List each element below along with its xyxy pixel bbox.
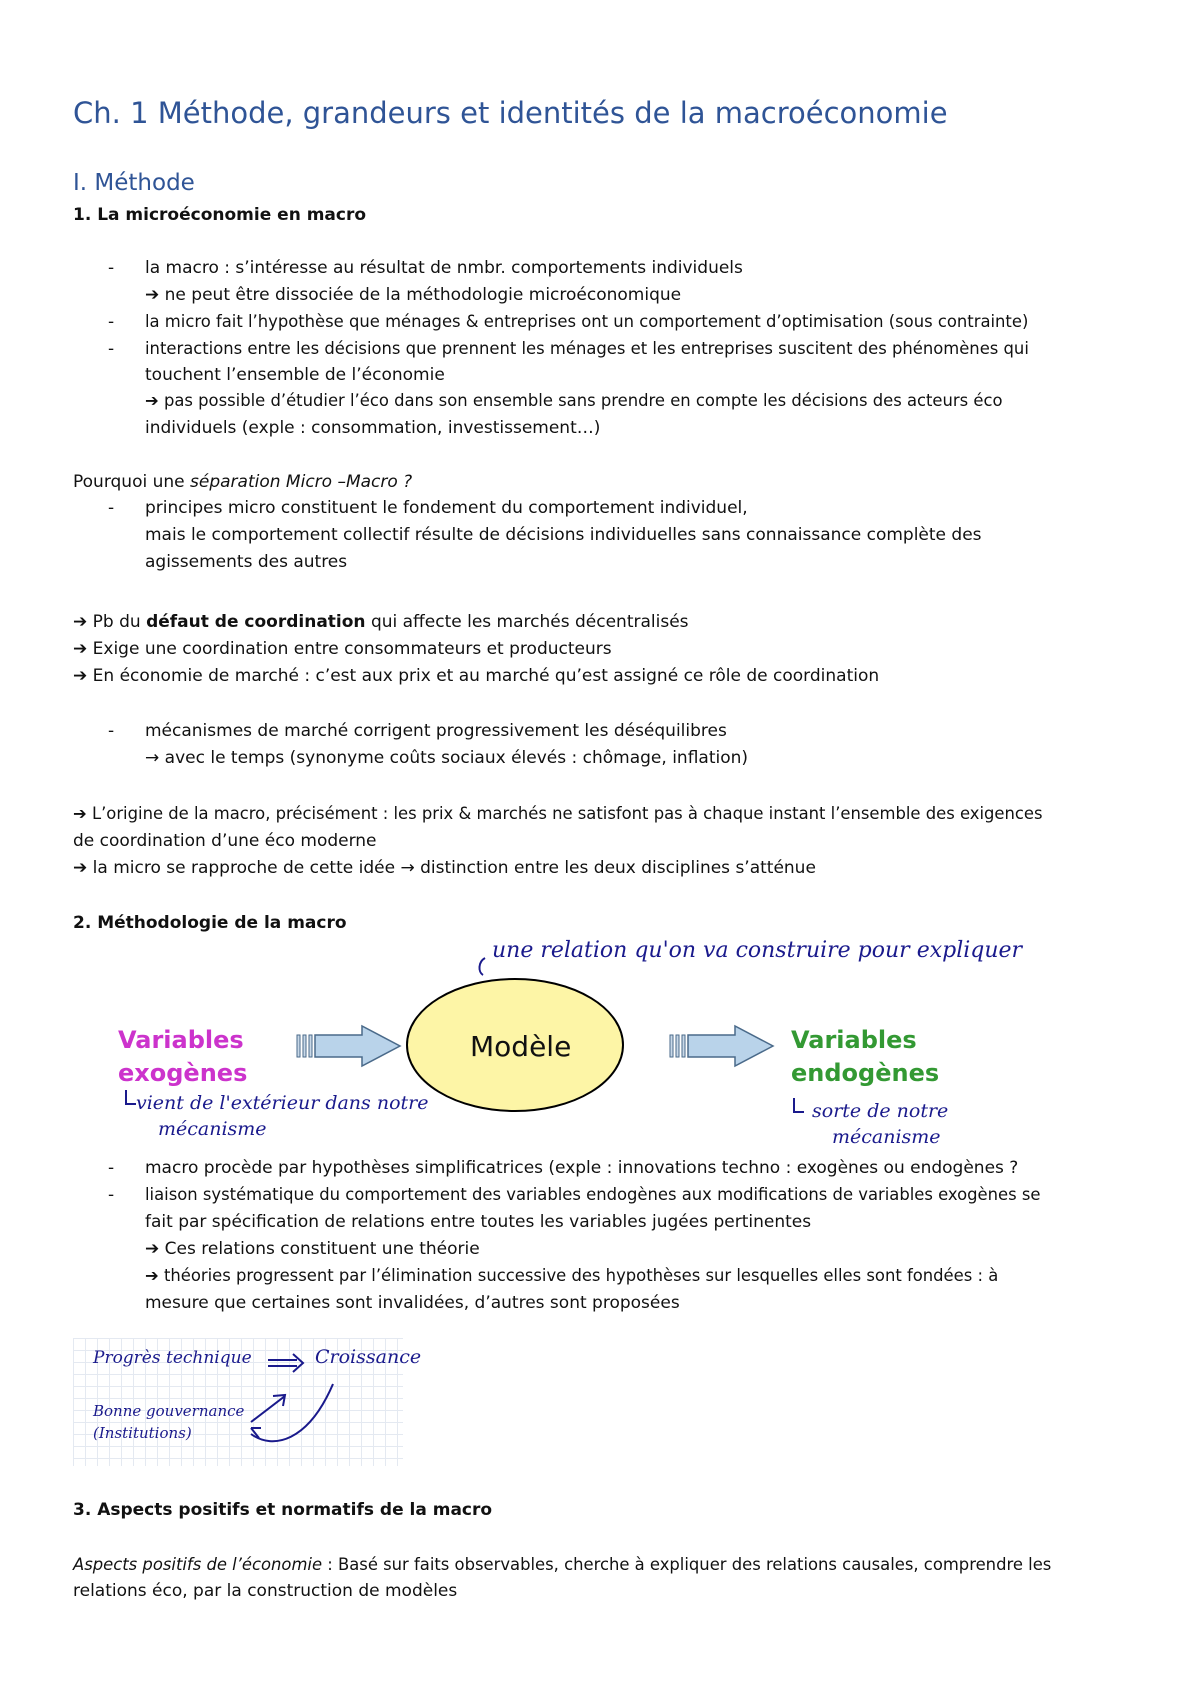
endogenous-note: sorte de notre mécanisme (812, 1100, 949, 1148)
bullet-text: agissements des autres (145, 552, 348, 572)
arrow-line: ➔ L’origine de la macro, précisément : les prix & marchés ne satisfont pas à chaque instant l’ensemble des exigences (73, 804, 1043, 823)
page-title: Ch. 1 Méthode, grandeurs et identités de la macroéconomie (73, 96, 948, 130)
subsection-heading: 1. La microéconomie en macro (73, 205, 367, 225)
bullet-dash: - (108, 1185, 115, 1205)
arrow-icon: ➔ (73, 639, 88, 659)
bullet-dash: - (108, 498, 115, 518)
section-heading: I. Méthode (73, 170, 195, 196)
bullet-text: principes micro constituent le fondement du comportement individuel, (145, 498, 748, 518)
arrow-line: ➔ pas possible d’étudier l’éco dans son ensemble sans prendre en compte les décisions des acteurs éco (145, 391, 1003, 410)
arrow-icon: ➔ (145, 285, 160, 305)
arrow-line: ➔ Pb du défaut de coordination qui affecte les marchés décentralisés (73, 612, 689, 632)
arrow-icon: → (145, 748, 160, 768)
sketch-arrows (73, 1338, 403, 1466)
arrow-icon: ➔ (145, 391, 159, 410)
sketch-technical-progress: Progrès technique (93, 1348, 252, 1368)
arrow-line: → avec le temps (synonyme coûts sociaux élevés : chômage, inflation) (145, 748, 749, 768)
arrow-icon: ➔ (73, 612, 88, 632)
bullet-text: la macro : s’intéresse au résultat de nmbr. comportements individuels (145, 258, 743, 278)
arrow-right-icon (297, 1026, 400, 1066)
arrow-line: ➔ la micro se rapproche de cette idée → distinction entre les deux disciplines s’atténue (73, 858, 816, 878)
bullet-text: mesure que certaines sont invalidées, d’autres sont proposées (145, 1293, 680, 1313)
handwritten-sketch (73, 1338, 422, 1466)
bullet-dash: - (108, 258, 115, 278)
arrow-line: ➔ théories progressent par l’élimination successive des hypothèses sur lesquelles elles sont fondées : à (145, 1266, 999, 1285)
paragraph-line: Aspects positifs de l’économie : Basé sur faits observables, cherche à expliquer des relations causales, comprendre les (73, 1555, 1052, 1574)
arrow-icon: ➔ (73, 858, 88, 878)
bullet-text: individuels (exple : consommation, investissement…) (145, 418, 601, 438)
model-label: Modèle (470, 1030, 572, 1063)
bullet-text: touchent l’ensemble de l’économie (145, 365, 445, 385)
bullet-text: interactions entre les décisions que prennent les ménages et les entreprises suscitent des phénomènes qui (145, 339, 1029, 358)
bullet-text: macro procède par hypothèses simplificatrices (exple : innovations techno : exogènes ou endogènes ? (145, 1158, 1019, 1178)
arrow-line: ➔ Exige une coordination entre consommateurs et producteurs (73, 639, 612, 659)
question-line: Pourquoi une séparation Micro –Macro ? (73, 472, 413, 492)
endogenous-label: Variables endogènes (791, 1026, 940, 1087)
subsection-heading: 3. Aspects positifs et normatifs de la macro (73, 1500, 493, 1520)
exogenous-label: Variables exogènes (118, 1026, 248, 1087)
paragraph-line: de coordination d’une éco moderne (73, 831, 377, 851)
bullet-text: mais le comportement collectif résulte de décisions individuelles sans connaissance complète des (145, 525, 982, 545)
bullet-dash: - (108, 1158, 115, 1178)
bullet-text: la micro fait l’hypothèse que ménages & entreprises ont un comportement d’optimisation (sous contrainte) (145, 312, 1029, 331)
bullet-text: liaison systématique du comportement des variables endogènes aux modifications de variables exogènes se (145, 1185, 1041, 1204)
arrow-line: ➔ Ces relations constituent une théorie (145, 1239, 480, 1259)
paragraph-line: relations éco, par la construction de modèles (73, 1581, 458, 1601)
subsection-heading: 2. Méthodologie de la macro (73, 913, 347, 933)
bullet-dash: - (108, 312, 115, 332)
arrow-icon: → (400, 858, 415, 878)
bullet-dash: - (108, 339, 115, 359)
sketch-growth: Croissance (315, 1346, 422, 1368)
arrow-icon: ➔ (145, 1239, 160, 1259)
exogenous-note: vient de l'extérieur dans notre mécanisme (136, 1092, 429, 1140)
bullet-text: mécanismes de marché corrigent progressivement les déséquilibres (145, 721, 727, 741)
bullet-text: fait par spécification de relations entre toutes les variables jugées pertinentes (145, 1212, 812, 1232)
arrow-right-icon (670, 1026, 773, 1066)
sketch-governance: Bonne gouvernance (Institutions) (93, 1402, 245, 1442)
diagram-note-top: une relation qu'on va construire pour expliquer (492, 938, 1023, 963)
arrow-line: ➔ En économie de marché : c’est aux prix et au marché qu’est assigné ce rôle de coordination (73, 666, 880, 686)
arrow-icon: ➔ (145, 1266, 159, 1285)
bullet-dash: - (108, 721, 115, 741)
arrow-icon: ➔ (73, 804, 87, 823)
arrow-line: ➔ ne peut être dissociée de la méthodologie microéconomique (145, 285, 682, 305)
arrow-icon: ➔ (73, 666, 88, 686)
